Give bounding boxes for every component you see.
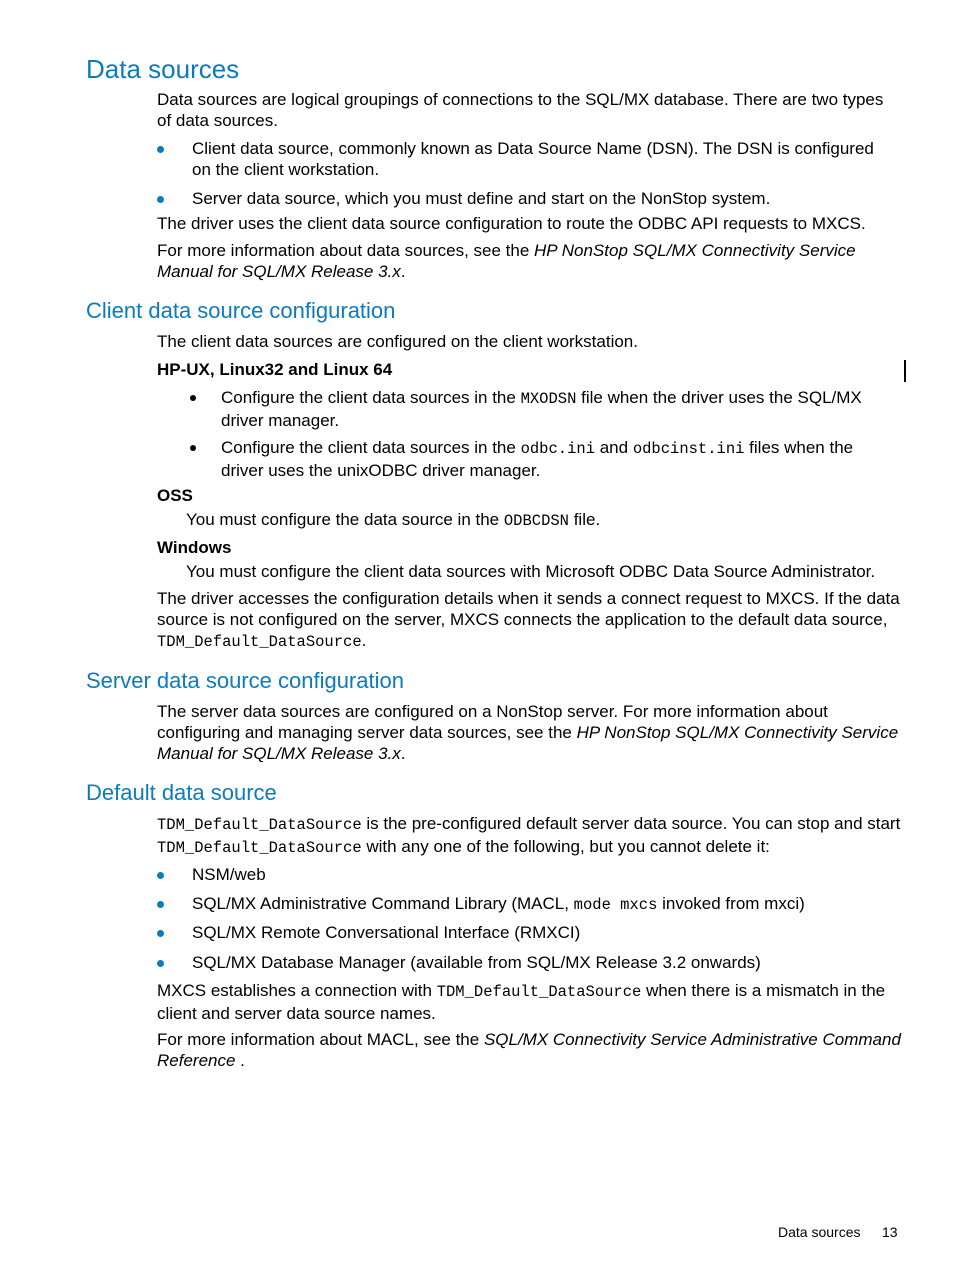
subheading-oss: OSS	[157, 486, 193, 505]
list-item: Configure the client data sources in the odbc.ini and odbcinst.ini files when the driver uses the unixODBC driver manager.	[221, 438, 854, 480]
bullet-icon	[157, 930, 164, 937]
change-bar	[904, 360, 906, 382]
list-item: Client data source, commonly known as Data Source Name (DSN). The DSN is configured on the client workstation.	[192, 139, 874, 179]
section-heading-server: Server data source configuration	[86, 668, 404, 693]
paragraph: MXCS establishes a connection with TDM_Default_DataSource when there is a mismatch in the client and server data source names.	[157, 981, 886, 1023]
list-item: NSM/web	[192, 865, 266, 884]
list-item: SQL/MX Database Manager (available from SQL/MX Release 3.2 onwards)	[192, 953, 761, 972]
manual-title-ref: SQL/MX Connectivity Service Administrative Command Reference	[157, 1030, 901, 1070]
list-item: Configure the client data sources in the MXODSN file when the driver uses the SQL/MX driver manager.	[221, 388, 862, 430]
list-item: SQL/MX Administrative Command Library (MACL, mode mxcs invoked from mxci)	[192, 894, 805, 914]
intro-paragraph: Data sources are logical groupings of connections to the SQL/MX database. There are two types of data sources.	[157, 90, 884, 130]
footer-section-name: Data sources	[778, 1224, 861, 1240]
subheading-hpux: HP-UX, Linux32 and Linux 64	[157, 360, 393, 379]
bullet-icon	[157, 872, 164, 879]
manual-title-ref: HP NonStop SQL/MX Connectivity Service Manual for SQL/MX Release 3.x	[157, 241, 856, 281]
subheading-windows: Windows	[157, 538, 232, 557]
paragraph: The driver uses the client data source configuration to route the ODBC API requests to MXCS.	[157, 214, 866, 233]
paragraph: The client data sources are configured on the client workstation.	[157, 332, 638, 351]
paragraph: TDM_Default_DataSource is the pre-configured default server data source. You can stop and start TDM_Default_DataSource with any one of the following, but you cannot delete it:	[157, 814, 901, 857]
manual-title-ref: HP NonStop SQL/MX Connectivity Service Manual for SQL/MX Release 3.x	[157, 723, 899, 763]
bullet-icon	[157, 146, 164, 153]
bullet-icon	[190, 395, 196, 401]
paragraph: The driver accesses the configuration details when it sends a connect request to MXCS. If the data source is not configured on the server, MXCS connects the application to the default data source, TDM_Default_DataSource.	[157, 589, 900, 651]
page-number: 13	[882, 1224, 898, 1240]
section-heading-client: Client data source configuration	[86, 298, 396, 323]
list-item: SQL/MX Remote Conversational Interface (RMXCI)	[192, 923, 581, 942]
list-item: Server data source, which you must define and start on the NonStop system.	[192, 189, 771, 208]
bullet-icon	[157, 901, 164, 908]
paragraph: For more information about MACL, see the SQL/MX Connectivity Service Administrative Command Reference .	[157, 1030, 901, 1070]
paragraph: You must configure the client data sources with Microsoft ODBC Data Source Administrator.	[186, 562, 876, 581]
section-heading-default: Default data source	[86, 780, 277, 805]
bullet-icon	[190, 445, 196, 451]
bullet-icon	[157, 196, 164, 203]
paragraph: The server data sources are configured on a NonStop server. For more information about configuring and managing server data sources, see the HP NonStop SQL/MX Connectivity Service Manual for SQL/MX Release 3.x.	[157, 702, 899, 763]
paragraph: You must configure the data source in the ODBCDSN file.	[186, 510, 601, 530]
page-title: Data sources	[86, 54, 240, 84]
paragraph: For more information about data sources, see the HP NonStop SQL/MX Connectivity Service Manual for SQL/MX Release 3.x.	[157, 241, 856, 281]
bullet-icon	[157, 960, 164, 967]
